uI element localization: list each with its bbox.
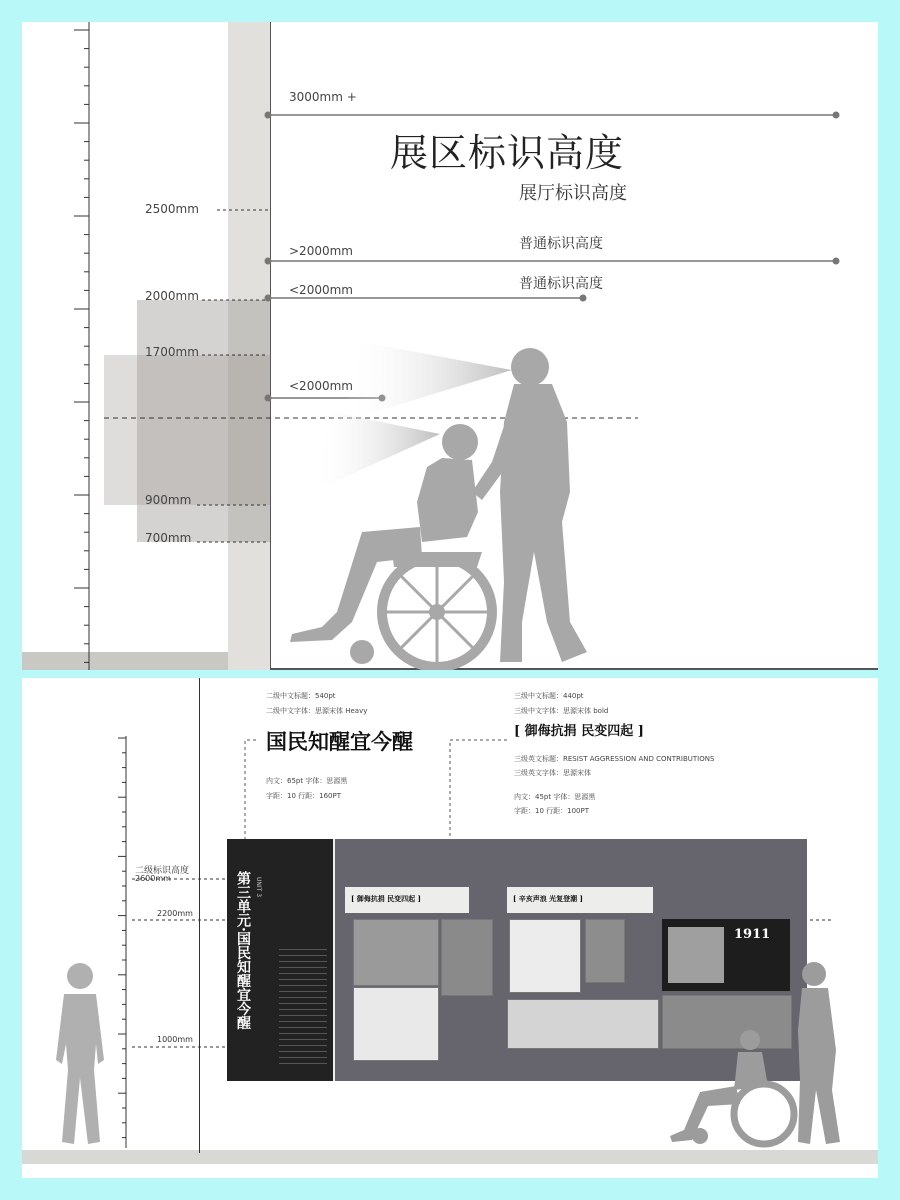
ter-body-1: 内文：45pt 字体：思源黑 — [514, 793, 596, 801]
label-700mm: 700mm — [145, 531, 192, 545]
main-title: 展区标识高度 — [390, 131, 625, 175]
year-label: 1911 — [734, 927, 771, 942]
ter-en-1: 三级英文标题：RESIST AGGRESSION AND CONTRIBUTIONS — [514, 755, 715, 763]
sec-body-2: 字距：10 行距：160PT — [266, 792, 341, 800]
sec-spec-2: 二级中文字体：思源宋体 Heavy — [266, 707, 368, 715]
photo-4 — [507, 999, 659, 1049]
label-2000mm: 2000mm — [145, 289, 199, 303]
sec-title: 国民知醒宜今醒 — [266, 729, 413, 754]
label-2200mm: 2200mm — [157, 909, 193, 918]
ter-body-2: 字距：10 行距：100PT — [514, 807, 589, 815]
subpanel-1-title: [ 御侮抗捐 民变四起 ] — [351, 894, 421, 903]
photo-map-2 — [509, 919, 581, 993]
photo-map-1 — [353, 987, 439, 1061]
label-2600mm: 2600mm — [135, 874, 171, 883]
bottom-diagram-panel — [22, 678, 878, 1178]
subtitle: 展厅标识高度 — [519, 183, 627, 204]
standing-man-silhouette — [42, 960, 122, 1150]
sec-spec-1: 二级中文标题：540pt — [266, 692, 336, 700]
ter-en-2: 三级英文字体：思源宋体 — [514, 769, 591, 777]
label-1700mm: 1700mm — [145, 345, 199, 359]
subpanel-1-header — [345, 887, 469, 913]
ter-spec-2: 三级中文字体：思源宋体 bold — [514, 707, 609, 715]
photo-2 — [441, 919, 493, 996]
board-text-block — [279, 949, 327, 1069]
top-diagram-panel — [22, 22, 878, 670]
subpanel-2-title: [ 辛亥声浪 光复登潮 ] — [513, 894, 583, 903]
label-1000mm: 1000mm — [157, 1035, 193, 1044]
ter-title: [ 御侮抗捐 民变四起 ] — [514, 724, 644, 739]
label-lt2000mm-a: <2000mm — [289, 283, 353, 297]
ter-spec-1: 三级中文标题：440pt — [514, 692, 584, 700]
photo-1 — [353, 919, 439, 986]
label-common-height-a: 普通标识高度 — [519, 236, 603, 252]
wheelchair-pair-silhouette — [664, 960, 864, 1150]
board-unit-label: UNIT 3 — [255, 877, 262, 898]
photo-3 — [585, 919, 625, 983]
label-2500mm: 2500mm — [145, 202, 199, 216]
label-900mm: 900mm — [145, 493, 192, 507]
label-lt2000mm-b: <2000mm — [289, 379, 353, 393]
label-gt2000mm: >2000mm — [289, 244, 353, 258]
label-secondary-height: 二级标识高度 — [135, 866, 190, 876]
label-common-height-b: 普通标识高度 — [519, 276, 603, 292]
board-divider — [333, 839, 335, 1081]
subpanel-2-header — [507, 887, 653, 913]
board-vertical-title: 第三单元·国民知醒宜今醒 — [235, 871, 251, 1030]
sec-body-1: 内文：65pt 字体：思源黑 — [266, 777, 348, 785]
label-3000mm: 3000mm + — [289, 90, 357, 104]
